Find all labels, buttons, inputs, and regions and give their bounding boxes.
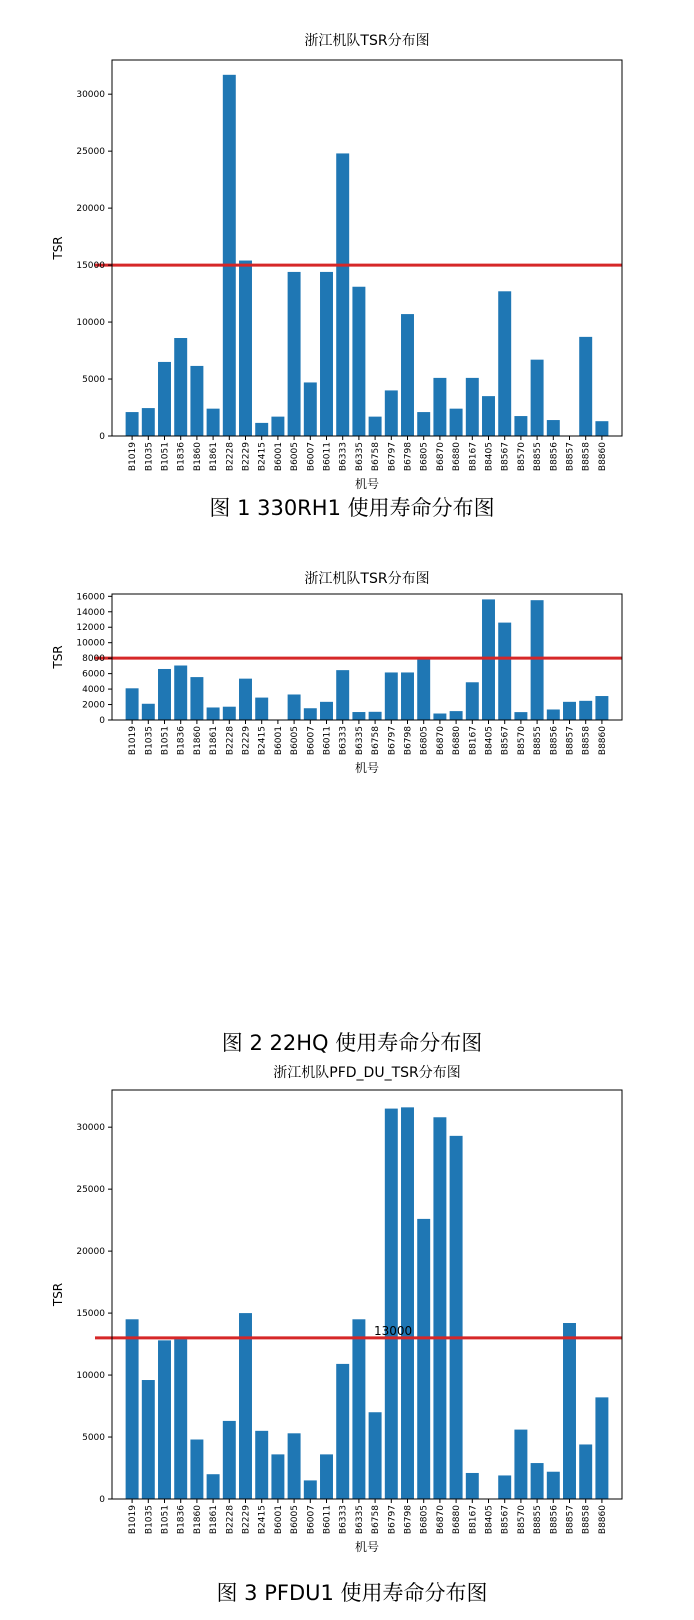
x-tick-label: B6001 [273,1505,284,1535]
y-tick-label: 2000 [82,700,105,711]
y-tick-label: 12000 [76,623,105,634]
bar-b6001 [271,1454,284,1499]
x-tick-label: B1035 [144,726,155,756]
bar-b1019 [126,412,139,436]
bar-b6005 [288,272,301,436]
x-tick-label: B1861 [209,726,220,756]
x-tick-label: B1019 [128,442,139,472]
y-tick-label: 20000 [76,204,105,215]
bar-b8856 [547,709,560,720]
bar-b1836 [174,338,187,436]
x-tick-label: B6333 [338,442,349,472]
figure-caption: 图 3 PFDU1 使用寿命分布图 [216,1581,488,1605]
y-axis-label: TSR [51,645,65,669]
x-tick-label: B8855 [533,726,544,756]
bar-b6797 [385,390,398,436]
x-tick-label: B6880 [452,1505,463,1535]
x-tick-label: B6805 [419,726,430,756]
y-tick-label: 8000 [82,654,105,665]
bar-b8570 [514,416,527,436]
x-tick-label: B2228 [225,442,236,472]
x-tick-label: B6797 [387,1505,398,1535]
x-tick-label: B6011 [322,1505,333,1535]
x-tick-label: B6798 [403,442,414,472]
bar-b2228 [223,707,236,720]
bar-b6005 [288,1433,301,1499]
bar-b8856 [547,1472,560,1499]
bar-b8858 [579,701,592,720]
x-tick-label: B8860 [597,1505,608,1535]
x-tick-label: B8858 [581,726,592,756]
bar-b6880 [450,409,463,436]
x-tick-label: B6335 [354,726,365,756]
bar-b1861 [207,1474,220,1499]
bar-b8167 [466,378,479,436]
y-tick-label: 25000 [76,147,105,158]
chart-pfdu1 [0,1062,694,1620]
bars [126,1107,609,1499]
x-tick-label: B8570 [516,726,527,756]
x-tick-label: B6797 [387,442,398,472]
bar-b8858 [579,1444,592,1499]
x-tick-label: B1051 [160,442,171,472]
bar-b1836 [174,1339,187,1499]
x-tick-label: B8405 [484,442,495,472]
bar-b8855 [531,600,544,720]
x-tick-label: B8167 [468,726,479,756]
y-tick-label: 30000 [76,1123,105,1134]
bar-b2228 [223,75,236,436]
bar-b1035 [142,704,155,720]
x-tick-label: B2415 [257,442,268,472]
bar-b6011 [320,702,333,720]
bar-b6758 [369,417,382,436]
x-tick-label: B6805 [419,442,430,472]
bar-b6870 [433,1117,446,1499]
x-tick-label: B8860 [597,442,608,472]
bar-b6335 [352,287,365,436]
bar-b8856 [547,420,560,436]
x-tick-label: B6797 [387,726,398,756]
bar-b6758 [369,712,382,720]
bar-b1035 [142,408,155,436]
bar-b1035 [142,1380,155,1499]
x-tick-label: B8855 [533,1505,544,1535]
bar-b2415 [255,423,268,436]
chart-330rh1 [0,0,694,535]
y-axis-label: TSR [51,236,65,260]
bar-b6011 [320,272,333,436]
x-tick-label: B2228 [225,1505,236,1535]
x-tick-label: B6758 [371,726,382,756]
x-tick-label: B1860 [192,442,203,472]
bar-b8858 [579,337,592,436]
bar-b6798 [401,672,414,720]
bar-b6798 [401,314,414,436]
x-tick-label: B8405 [484,726,495,756]
x-tick-label: B8856 [549,442,560,472]
chart-22hq [0,560,694,1060]
x-tick-label: B1836 [176,442,187,472]
bar-b6798 [401,1107,414,1499]
y-axis-label: TSR [51,1282,65,1307]
plot-frame [112,60,622,436]
bar-b1051 [158,669,171,720]
bar-b1019 [126,688,139,720]
bar-b8567 [498,1475,511,1499]
x-tick-label: B1051 [160,726,171,756]
x-tick-label: B8856 [549,1505,560,1535]
bar-b6007 [304,708,317,720]
x-tick-label: B6005 [290,726,301,756]
x-tick-label: B1861 [209,442,220,472]
bar-b1860 [190,1440,203,1499]
x-tick-label: B8856 [549,726,560,756]
x-tick-label: B8860 [597,726,608,756]
bar-b6007 [304,382,317,436]
x-tick-label: B8858 [581,1505,592,1535]
x-tick-label: B6870 [435,726,446,756]
x-tick-label: B6333 [338,1505,349,1535]
x-tick-label: B6011 [322,726,333,756]
bar-b8570 [514,1430,527,1499]
x-tick-label: B6870 [435,442,446,472]
bar-b8860 [595,421,608,436]
bar-b8405 [482,396,495,436]
x-tick-label: B8570 [516,442,527,472]
bar-b1860 [190,677,203,720]
y-tick-label: 30000 [76,90,105,101]
y-tick-label: 25000 [76,1185,105,1196]
bar-b1019 [126,1319,139,1499]
bar-b1836 [174,666,187,720]
bar-b6805 [417,1219,430,1499]
y-tick-label: 10000 [76,318,105,329]
bar-b6797 [385,672,398,720]
x-tick-label: B6880 [452,442,463,472]
y-tick-label: 16000 [76,592,105,603]
x-tick-label: B6758 [371,442,382,472]
x-tick-label: B8167 [468,442,479,472]
x-tick-label: B6001 [273,442,284,472]
bar-b2229 [239,1313,252,1499]
bar-b6333 [336,1364,349,1499]
y-tick-label: 10000 [76,638,105,649]
x-tick-label: B1861 [209,1505,220,1535]
bar-b6011 [320,1454,333,1499]
bar-b6001 [271,417,284,436]
bar-b8567 [498,291,511,436]
bar-b2415 [255,698,268,720]
chart-title: 浙江机队TSR分布图 [304,571,430,587]
bar-b6870 [433,378,446,436]
bar-b8167 [466,682,479,720]
bar-b8567 [498,623,511,720]
bar-b2229 [239,261,252,436]
y-tick-label: 5000 [82,1433,105,1444]
x-tick-label: B1860 [192,726,203,756]
chart-title: 浙江机队PFD_DU_TSR分布图 [273,1065,461,1081]
x-axis-label: 机号 [354,477,380,491]
chart-title: 浙江机队TSR分布图 [304,33,430,49]
plot-frame [112,1090,622,1499]
bar-b8860 [595,696,608,720]
x-axis-label: 机号 [354,1540,380,1554]
x-tick-label: B1051 [160,1505,171,1535]
bar-b2229 [239,679,252,720]
x-tick-label: B6798 [403,726,414,756]
x-tick-label: B8857 [565,442,576,472]
x-tick-label: B2415 [257,1505,268,1535]
x-tick-label: B6005 [290,1505,301,1535]
x-tick-label: B1035 [144,442,155,472]
bar-b8405 [482,599,495,720]
y-tick-label: 0 [99,432,105,442]
x-tick-label: B1035 [144,1505,155,1535]
bar-b6797 [385,1109,398,1499]
x-tick-label: B2229 [241,726,252,756]
x-tick-label: B6005 [290,442,301,472]
y-tick-label: 5000 [82,375,105,386]
bar-b6758 [369,1412,382,1499]
bar-b6880 [450,1136,463,1499]
bar-b1861 [207,707,220,720]
x-tick-label: B6805 [419,1505,430,1535]
x-tick-label: B8855 [533,442,544,472]
bar-b1051 [158,362,171,436]
x-tick-label: B8567 [500,726,511,756]
x-tick-label: B6335 [354,442,365,472]
x-tick-label: B6798 [403,1505,414,1535]
x-axis-label: 机号 [354,761,380,775]
x-tick-label: B6007 [306,442,317,472]
x-tick-label: B2229 [241,1505,252,1535]
threshold-label: 13000 [374,1323,413,1338]
bar-b8167 [466,1473,479,1499]
y-tick-label: 20000 [76,1247,105,1258]
x-tick-label: B2229 [241,442,252,472]
bar-b6335 [352,712,365,720]
x-tick-label: B6880 [452,726,463,756]
x-tick-label: B6333 [338,726,349,756]
figure-caption: 图 2 22HQ 使用寿命分布图 [221,1031,483,1055]
bar-b8855 [531,360,544,436]
x-tick-label: B6870 [435,1505,446,1535]
x-tick-label: B6007 [306,726,317,756]
x-tick-label: B1836 [176,726,187,756]
x-tick-label: B8570 [516,1505,527,1535]
bar-b8860 [595,1397,608,1499]
bars [126,75,609,436]
x-tick-label: B2228 [225,726,236,756]
bar-b6333 [336,153,349,436]
bar-b6007 [304,1480,317,1499]
x-tick-label: B8405 [484,1505,495,1535]
x-tick-label: B6007 [306,1505,317,1535]
y-tick-label: 15000 [76,261,105,272]
figure-caption: 图 1 330RH1 使用寿命分布图 [209,496,495,520]
bar-b6870 [433,714,446,720]
bar-b6805 [417,412,430,436]
bars [126,599,609,720]
x-tick-label: B1860 [192,1505,203,1535]
bar-b1860 [190,366,203,436]
bar-b8570 [514,712,527,720]
bar-b6335 [352,1319,365,1499]
bar-b6880 [450,711,463,720]
x-tick-label: B1836 [176,1505,187,1535]
x-tick-label: B6001 [273,726,284,756]
bar-b2228 [223,1421,236,1499]
x-tick-label: B1019 [128,726,139,756]
bar-b2415 [255,1431,268,1499]
y-tick-label: 10000 [76,1371,105,1382]
bar-b8857 [563,1323,576,1499]
x-tick-label: B8858 [581,442,592,472]
bar-b8857 [563,702,576,720]
x-tick-label: B6335 [354,1505,365,1535]
x-tick-label: B8567 [500,442,511,472]
x-tick-label: B6011 [322,442,333,472]
y-tick-label: 0 [99,1495,105,1505]
bar-b6005 [288,694,301,720]
x-tick-label: B6758 [371,1505,382,1535]
bar-b8855 [531,1463,544,1499]
bar-b1051 [158,1340,171,1499]
x-tick-label: B1019 [128,1505,139,1535]
x-tick-label: B8567 [500,1505,511,1535]
y-tick-label: 0 [99,716,105,726]
bar-b6805 [417,658,430,720]
y-tick-label: 15000 [76,1309,105,1320]
bar-b6333 [336,670,349,720]
x-tick-label: B8857 [565,1505,576,1535]
y-tick-label: 14000 [76,607,105,618]
bar-b1861 [207,409,220,436]
x-tick-label: B8167 [468,1505,479,1535]
y-tick-label: 4000 [82,685,105,696]
x-tick-label: B2415 [257,726,268,756]
y-tick-label: 6000 [82,669,105,680]
x-tick-label: B8857 [565,726,576,756]
